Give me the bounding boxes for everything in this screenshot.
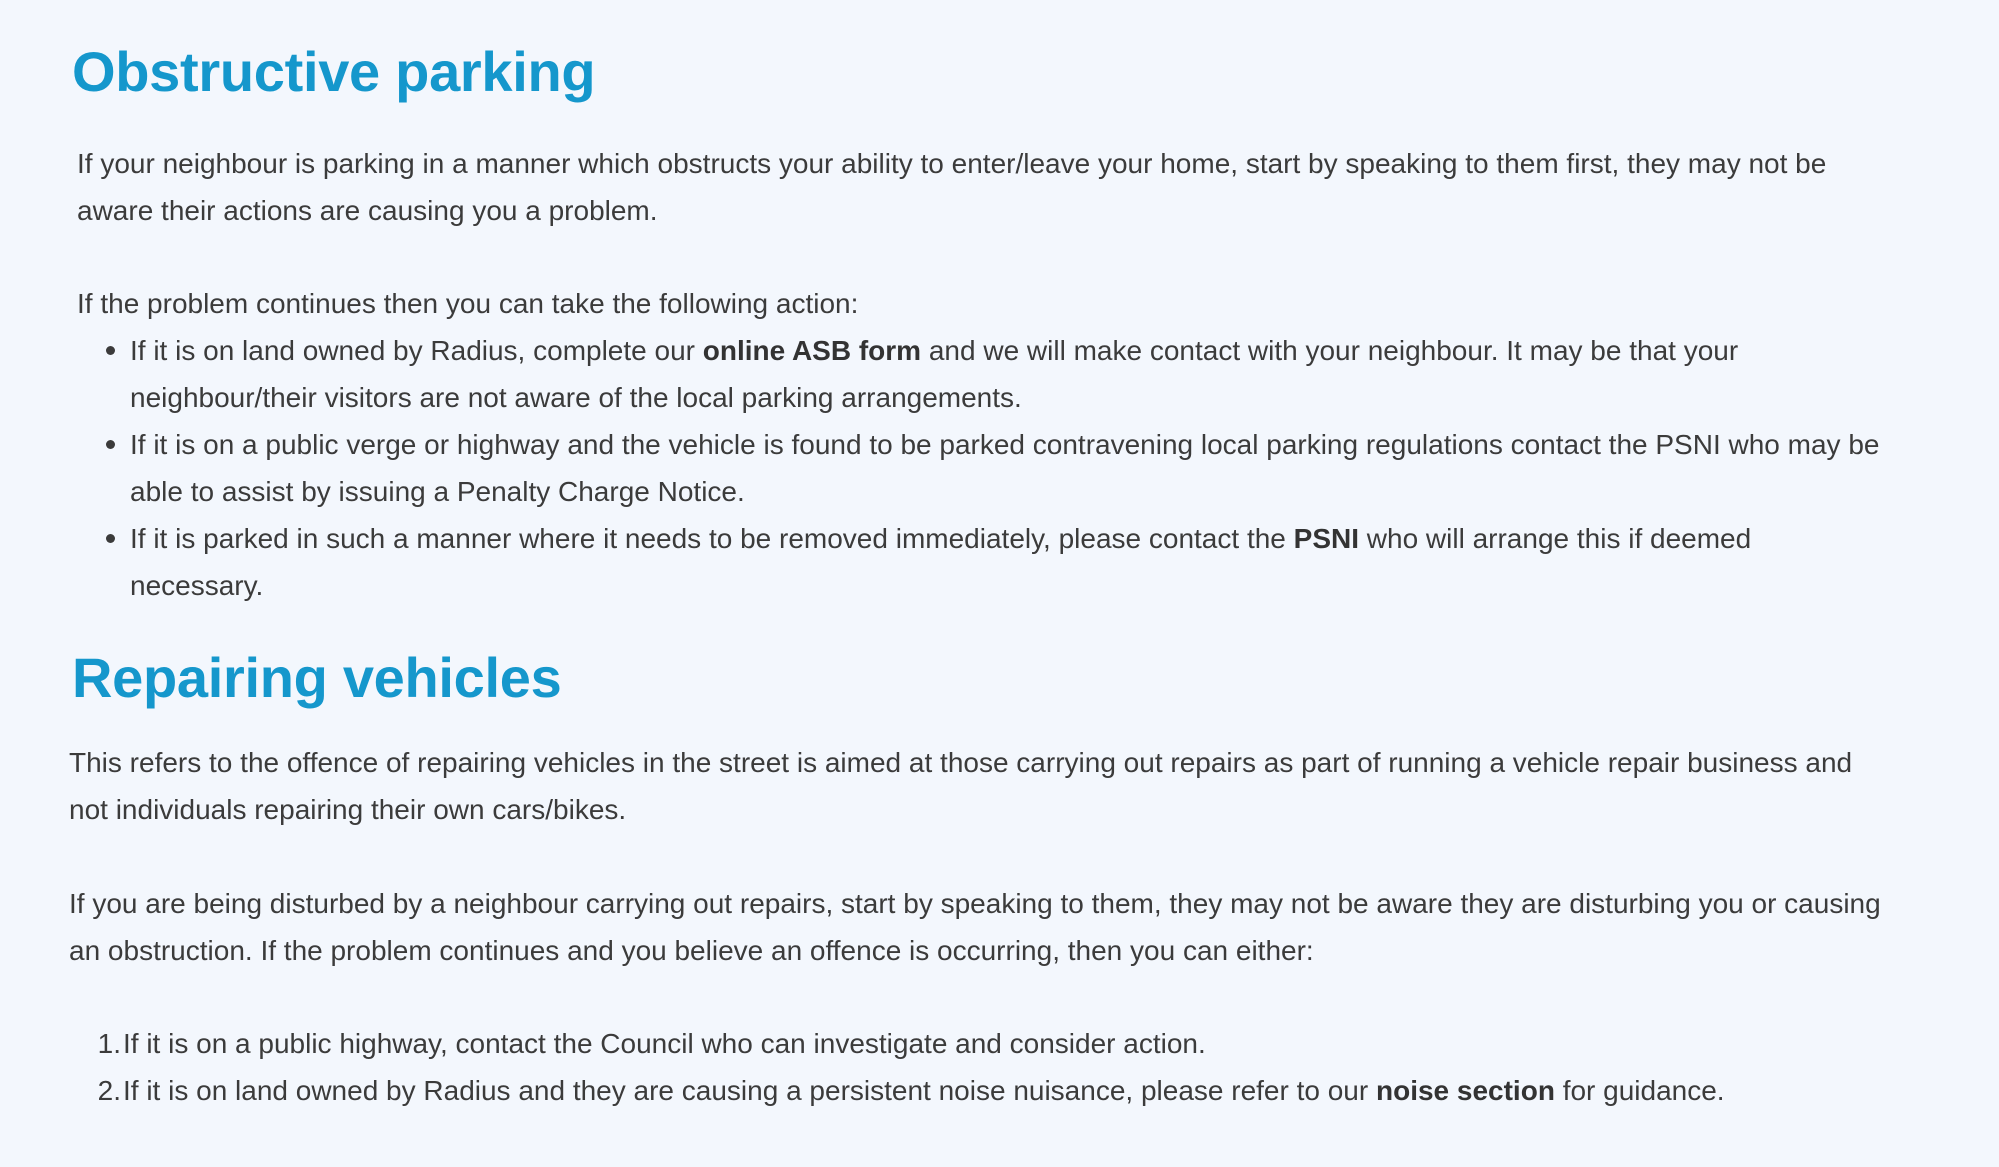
list-item-text: who will arrange this if deemed necessary. <box>130 523 1752 601</box>
list-item-text: If it is on land owned by Radius and they are causing a persistent noise nuisance, please refer to our <box>123 1075 1376 1106</box>
list-item <box>81 1020 1911 1067</box>
list-item <box>78 421 1884 515</box>
repairing-definition-paragraph: This refers to the offence of repairing vehicles in the street is aimed at those carrying out repairs as part of running a vehicle repair business and not individuals repairing their own cars/bikes. <box>69 747 1853 825</box>
list-item <box>78 327 1884 421</box>
list-item-text: If it is on a public highway, contact the Council who can investigate and consider action. <box>123 1028 1206 1059</box>
list-item <box>81 1067 1911 1114</box>
obstructive-lead-paragraph: If the problem continues then you can take the following action: <box>77 288 859 319</box>
obstructive-action-list <box>78 327 1884 609</box>
bullet-marker <box>106 440 115 449</box>
repairing-steps-list <box>81 1020 1911 1114</box>
obstructive-intro-paragraph: If your neighbour is parking in a manner which obstructs your ability to enter/leave your home, start by speaking to them first, they may not be aware their actions are causing you a problem. <box>77 148 1827 226</box>
list-number: 1. <box>97 1028 121 1059</box>
list-item-text: and we will make contact with your neighbour. It may be that your neighbour/their visitors are not aware of the local parking arrangements. <box>130 335 1739 413</box>
repairing-guidance-paragraph: If you are being disturbed by a neighbour carrying out repairs, start by speaking to them, they may not be aware they are disturbing you or causing an obstruction. If the problem continues and you believe an offence is occurring, then you can either: <box>69 888 1881 966</box>
list-item-text: If it is on land owned by Radius, complete our <box>130 335 703 366</box>
bullet-marker <box>106 346 115 355</box>
online-asb-form-link[interactable]: online ASB form <box>702 335 922 366</box>
list-number: 2. <box>97 1075 121 1106</box>
bullet-marker <box>106 534 115 543</box>
noise-section-link[interactable]: noise section <box>1375 1075 1555 1106</box>
psni-link[interactable]: PSNI <box>1293 523 1359 554</box>
list-item-text: for guidance. <box>1554 1075 1725 1106</box>
list-item <box>78 515 1884 609</box>
list-item-text: If it is parked in such a manner where it needs to be removed immediately, please contact the <box>130 523 1294 554</box>
list-item-text: If it is on a public verge or highway and the vehicle is found to be parked contravening local parking regulations contact the PSNI who may be able to assist by issuing a Penalty Charge Notice. <box>130 429 1880 507</box>
repairing-vehicles-heading: Repairing vehicles <box>72 646 562 709</box>
obstructive-parking-heading: Obstructive parking <box>72 40 596 103</box>
